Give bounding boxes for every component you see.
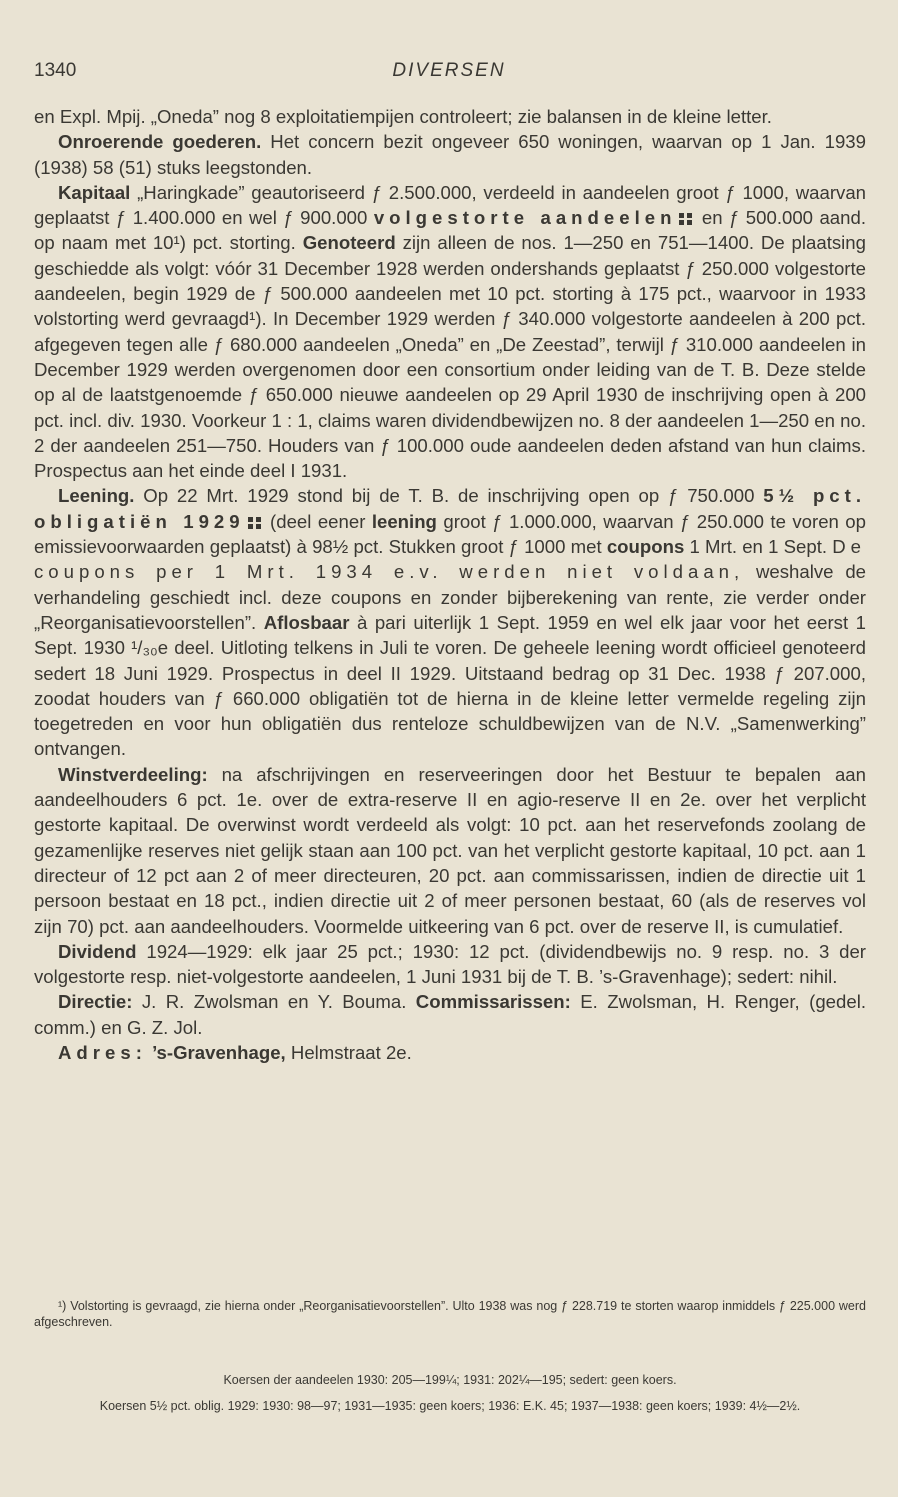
body-text [34,104,866,1065]
label-dividend: Dividend [58,940,137,962]
paragraph-management: Directie: J. R. Zwolsman en Y. Bouma. Commissarissen: E. Zwolsman, H. Renger, (gedel. comm.) en G. Z. Jol. [34,991,866,1038]
paragraph-capital: Kapitaal „Haringkade” geautoriseerd ƒ 2.500.000, verdeeld in aandeelen groot ƒ 1000, waarvan geplaatst ƒ 1.400.000 en wel ƒ 900.000 volgestorte aandeelen en ƒ 500.000 aand. op naam met 10¹) pct. storting. Genoteerd zijn alleen de nos. 1—250 en 751—1400. De plaatsing geschiedde als volgt: vóór 31 December 1928 werden ondershands geplaatst ƒ 250.000 volgestorte aandeelen, begin 1929 de ƒ 500.000 aandeelen met 10 pct. storting à 175 pct., waarvoor in 1933 volstorting werd gevraagd¹). In December 1929 werden ƒ 340.000 volgestorte aandeelen à 200 pct. afgegeven tegen alle ƒ 680.000 aandeelen „Oneda” en „De Zeestad”, terwijl ƒ 310.000 aandeelen in December 1929 werden overgenomen door een consortium onder leiding van de T. B. Deze stelde op al de laatstgenoemde ƒ 650.000 nieuwe aandeelen op 29 April 1930 de inschrijving open à 200 pct. incl. div. 1930. Voorkeur 1 : 1, claims waren dividendbewijzen no. 8 der aandeelen 1—250 en no. 2 der aandeelen 251—750. Houders van ƒ 100.000 oude aandeelen deden afstand van hun claims. Prospectus aan het einde deel I 1931. [34,181,866,482]
paragraph-loan: Leening. Op 22 Mrt. 1929 stond bij de T. B. de inschrijving open op ƒ 750.000 5½ pct. obligatiën 1929 (deel eener leening groot ƒ 1.000.000, waarvan ƒ 250.000 te voren op emissievoorwaarden geplaatst) à 98½ pct. Stukken groot ƒ 1000 met coupons 1 Mrt. en 1 Sept. De coupons per 1 Mrt. 1934 e.v. werden niet voldaan, weshalve de verhandeling geschiedt incl. deze coupons en zonder bijberekening van rente, zie verder onder „Reorganisatievoorstellen”. Aflosbaar à pari uiterlijk 1 Sept. 1959 en wel elk jaar voor het eerst 1 Sept. 1930 ¹/₃₀e deel. Uitloting telkens in Juli te voren. De geheele leening wordt officieel genoteerd sedert 18 Juni 1929. Prospectus in deel II 1929. Uitstaand bedrag op 31 Dec. 1938 ƒ 207.000, zoodat houders van ƒ 660.000 obligatiën tot de hierna in de kleine letter vermelde regeling zijn toegetreden en voor hun obligatiën dus renteloze schuldbewijzen van de N.V. „Samenwerking” ontvangen. [34,485,866,760]
label-listed: Genoteerd [302,232,396,254]
label-profit-distribution: Winstverdeeling: [58,763,208,785]
share-prices: Koersen der aandeelen 1930: 205—199¼; 1931: 202¼—195; sedert: geen koers. [223,1373,677,1387]
label-capital: Kapitaal [58,181,131,203]
paragraph-continuation: en Expl. Mpij. „Oneda” nog 8 exploitatiempijen controleert; zie balansen in de kleine letter. [34,106,772,127]
label-address: Adres: [58,1041,147,1063]
label-commissioners: Commissarissen: [415,991,571,1013]
label-real-estate: Onroerende goederen. [58,131,262,153]
paragraph-dividend: Dividend 1924—1929: elk jaar 25 pct.; 1930: 12 pct. (dividendbewijs no. 9 resp. no. 3 der volgestorte resp. niet-volgestorte aandeelen, 1 Juni 1931 bij de T. B. ’s-Gravenhage); sedert: nihil. [34,940,866,988]
section-title: DIVERSEN [392,60,506,81]
label-management: Directie: [58,991,133,1013]
page-number: 1340 [34,60,77,81]
listed-marker-icon [679,213,692,225]
footnote: ¹) Volstorting is gevraagd, zie hierna onder „Reorganisatievoorstellen”. Ulto 1938 was nog ƒ 228.719 te storten waarop inmiddels ƒ 225.000 werd afgeschreven. [34,1299,866,1329]
paragraph-real-estate: Onroerende goederen. Het concern bezit ongeveer 650 woningen, waarvan op 1 Jan. 1939 (1938) 58 (51) stuks leegstonden. [34,131,866,178]
page-header [34,60,864,88]
label-loan: Leening. [58,485,135,507]
bond-prices: Koersen 5½ pct. oblig. 1929: 1930: 98—97; 1931—1935: geen koers; 1936: E.K. 45; 1937—1938: geen koers; 1939: 4½—2½. [99,1399,801,1413]
paragraph-address: Adres: ’s-Gravenhage, Helmstraat 2e. [58,1041,412,1063]
paragraph-profit-distribution: Winstverdeeling: na afschrijvingen en reserveeringen door het Bestuur te bepalen aan aandeelhouders 6 pct. 1e. over de extra-reserve II en agio-reserve II en 2e. over het verplicht gestorte kapitaal. De overwinst wordt verdeeld als volgt: 10 pct. aan het reservefonds zoolang de gezamenlijke reserves niet gelijk staan aan 100 pct. van het verplicht gestorte kapitaal, 10 pct. aan 1 directeur of 12 pct aan 2 of meer directeuren, 20 pct. aan commissarissen, indien de directie uit 1 persoon bestaat en 18 pct., indien directie uit 2 of meer personen bestaat, 60 (als de reserves vol zijn 70) pct. aan aandeelhouders. Voormelde uitkeering van 6 pct. over de reserve II, is cumulatief. [34,763,866,937]
listed-marker-icon [248,517,261,529]
